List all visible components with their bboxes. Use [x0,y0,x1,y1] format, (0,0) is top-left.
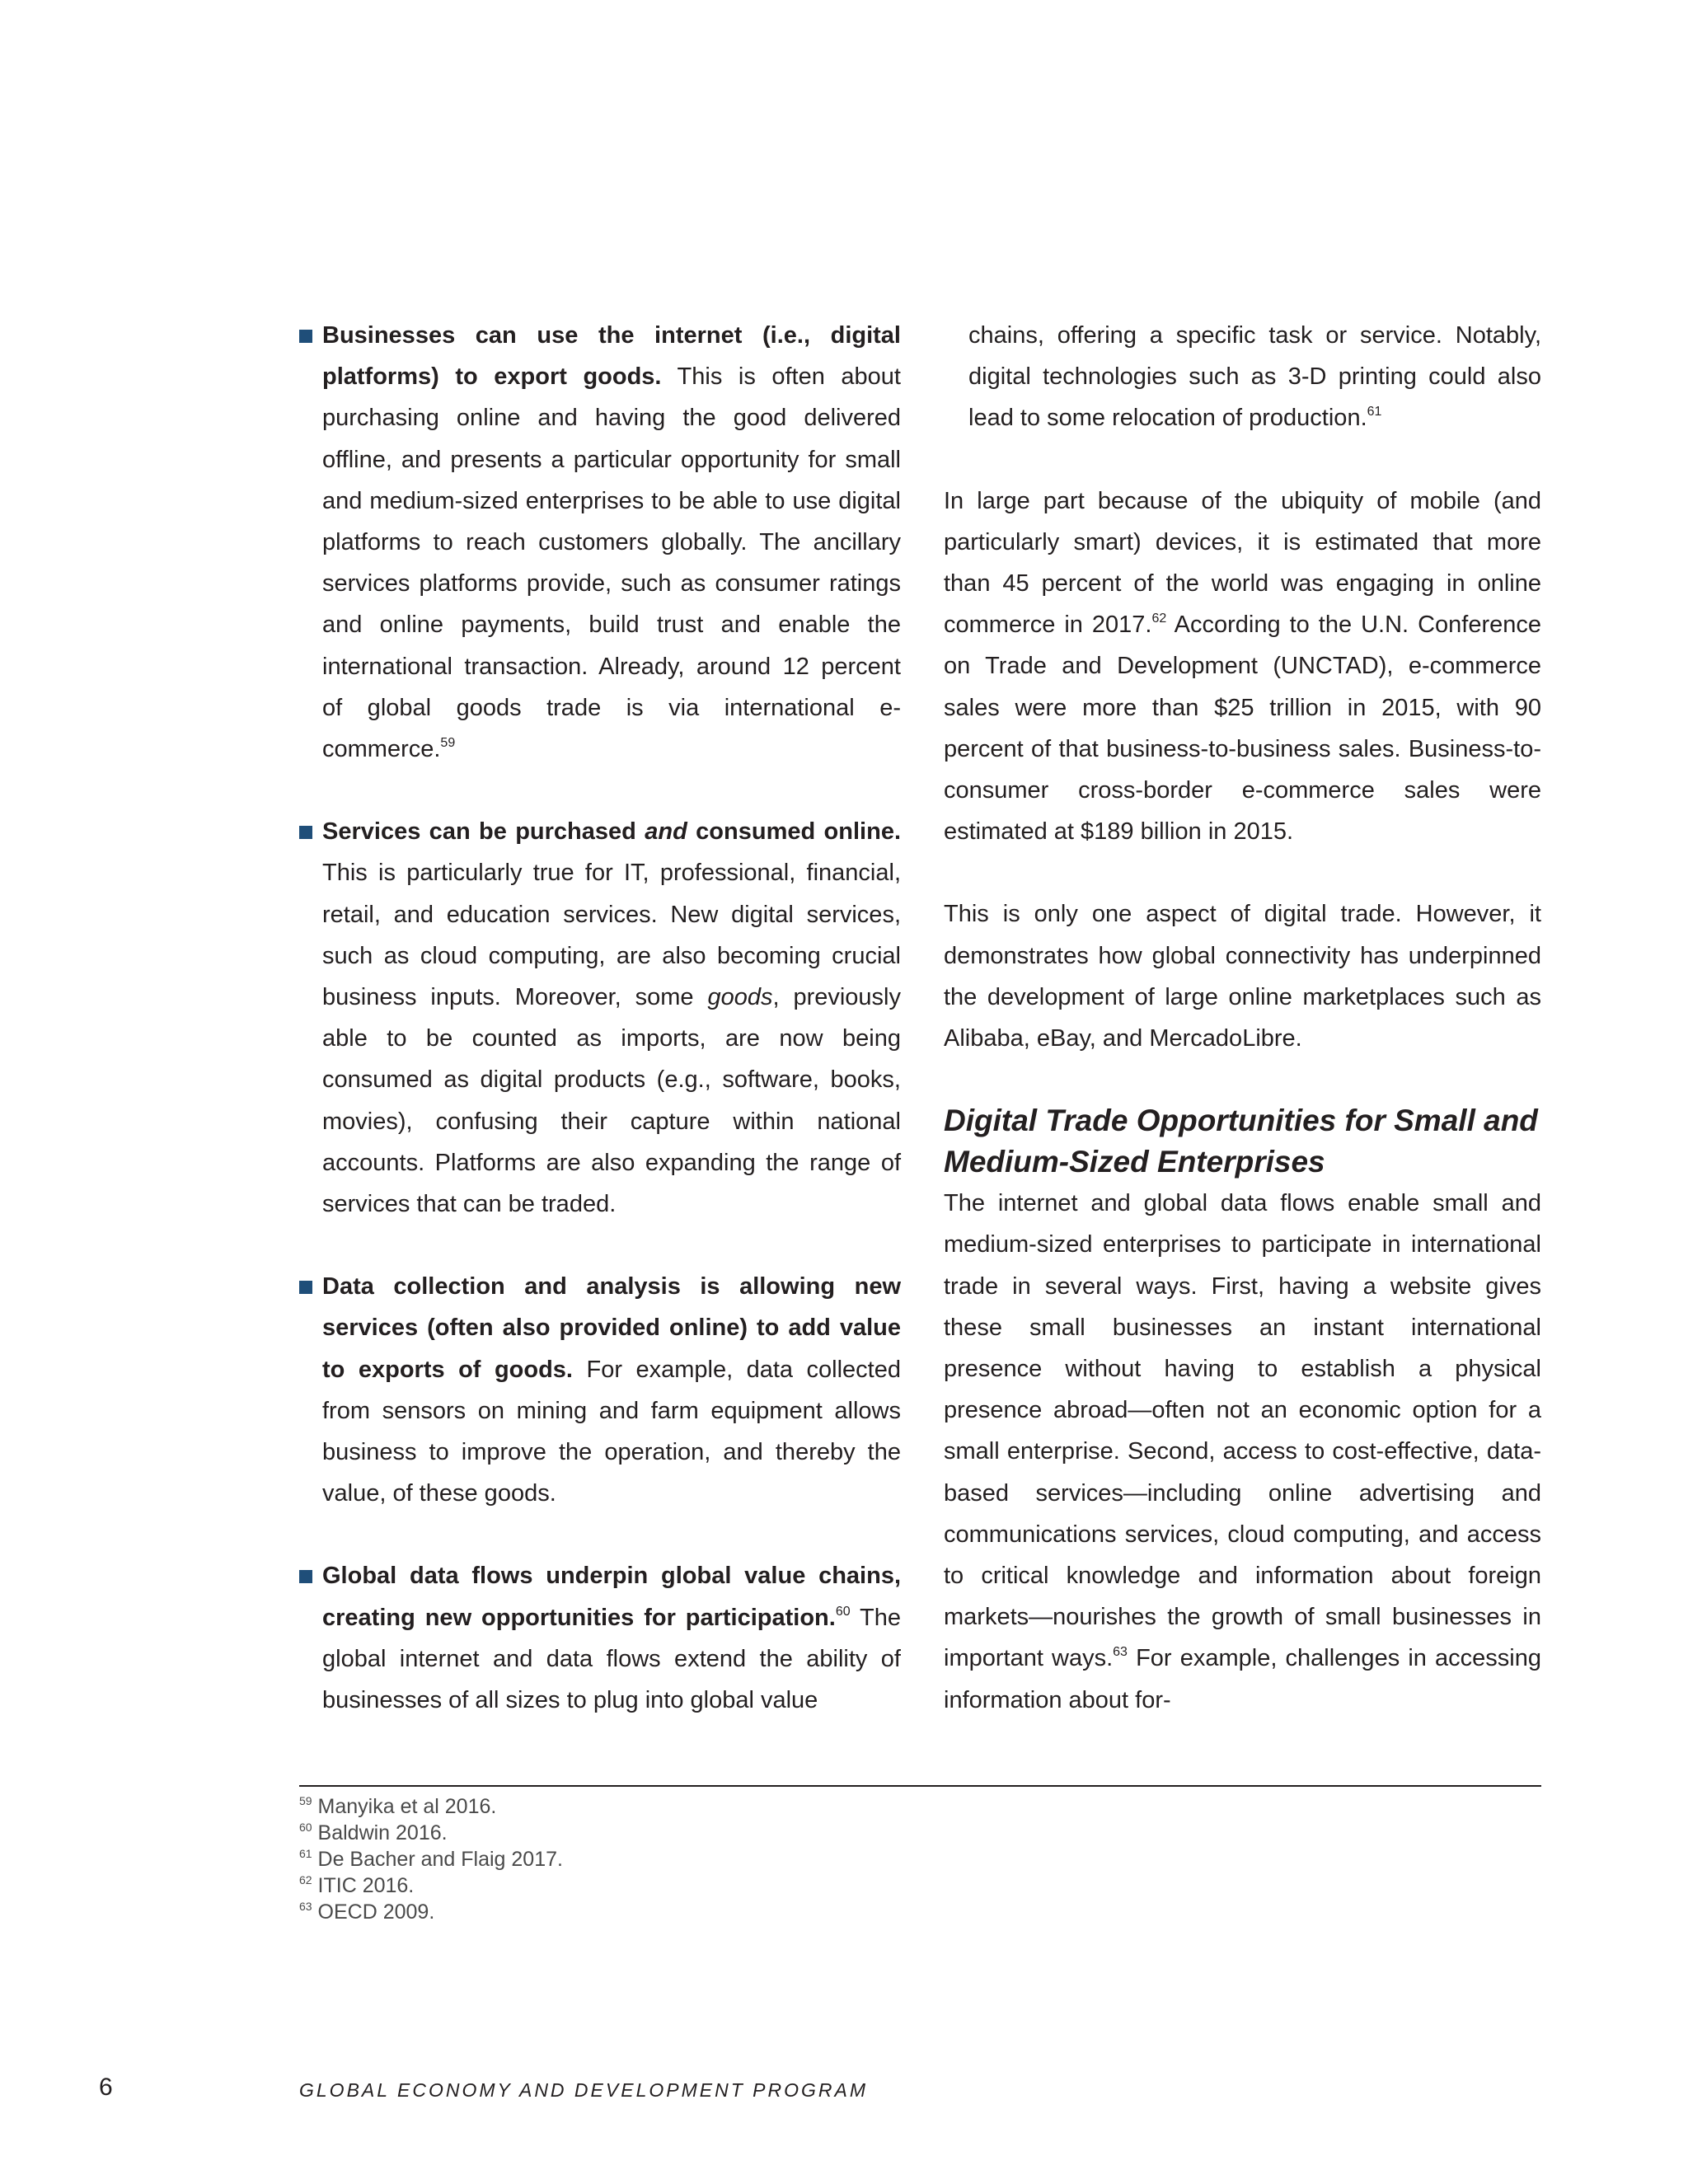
bullet-text: Global data flows underpin global value chains, creating new opportunities for participation.$^{60}$ The global internet and data flows extend the ability of businesses of all sizes to plug into global value [322,1563,901,1714]
bullet-item [299,1266,901,1514]
footnote-ref[interactable]: 61 [1367,405,1382,419]
page-number: 6 [99,2074,113,2101]
body-paragraph: In large part because of the ubiquity of mobile (and particularly smart) devices, it is estimated that more than 45 percent of the world was engaging in online commerce in 2017.62 According to the U.N. Conference on Trade and Development (UNCTAD), e-commerce sales were more than $25 trillion in 2015, with 90 percent of that business-to-business sales. Business-to-consumer cross-border e-commerce sales were estimated at $189 billion in 2015. [944,487,1541,846]
section-heading: Digital Trade Opportunities for Small and Medium-Sized Enterprises [944,1104,1538,1179]
footnote: $^{59}$ Manyika et al 2016. [299,1794,497,1818]
footnote-ref[interactable]: 62 [1151,612,1167,626]
footnote: $^{61}$ De Bacher and Flaig 2017. [299,1847,563,1871]
footnotes [299,1793,563,1925]
square-bullet-icon [299,1281,312,1294]
footnote: $^{63}$ OECD 2009. [299,1900,435,1924]
body-paragraph: This is only one aspect of digital trade. However, it demonstrates how global connectivity has underpinned the development of large online marketplaces such as Alibaba, eBay, and MercadoLibre. [944,901,1541,1052]
square-bullet-icon [299,330,312,343]
bullet-text: Services can be purchased and consumed online. This is particularly true for IT, professional, financial, retail, and education services. New digital services, such as cloud computing, are also becoming crucial business inputs. Moreover, some goods, previously able to be counted as imports, are now being consumed as digital products (e.g., software, books, movies), confusing their capture within national accounts. Platforms are also expanding the range of services that can be traded. [322,818,902,1218]
footnote-ref[interactable]: 59 [440,736,456,751]
bullet-item [299,811,901,1225]
body-paragraph: The internet and global data flows enable small and medium-sized enterprises to participate in international trade in several ways. First, having a website gives these small businesses an instant international presence without having to establish a physical presence abroad—often not an economic option for a small enterprise. Second, access to cost-effective, data-based services—including online advertising and communications services, cloud computing, and access to critical knowledge and information about foreign markets—nourishes the growth of small businesses in important ways.$^{63}$ For example, challenges in accessing information about for- [944,1190,1541,1713]
footnote-ref[interactable]: 60 [835,1604,851,1619]
left-column [299,315,901,1762]
footnote-ref[interactable]: 63 [1113,1645,1128,1660]
bullet-continuation: chains, offering a specific task or service. Notably, digital technologies such as 3-D printing could also lead to some relocation of production.$^{61}$ [968,322,1541,432]
square-bullet-icon [299,1570,312,1583]
footnote: $^{60}$ Baldwin 2016. [299,1821,448,1844]
bullet-item [299,1555,901,1721]
right-column [944,315,1541,1721]
bullet-item [299,315,901,770]
bullet-text: Data collection and analysis is allowing new services (often also provided online) to add value to exports of goods. For example, data collected from sensors on mining and farm equipment allows business to improve the operation, and thereby the value, of these goods. [322,1273,901,1507]
footnote-divider [299,1785,1541,1787]
footnote: $^{62}$ ITIC 2016. [299,1873,415,1897]
running-title: GLOBAL ECONOMY AND DEVELOPMENT PROGRAM [299,2079,868,2101]
bullet-text: Businesses can use the internet (i.e., digital platforms) to export goods. This is often about purchasing online and having the good delivered offline, and presents a particular opportunity for small and medium-sized enterprises to be able to use digital platforms to reach customers globally. The ancillary services platforms provide, such as consumer ratings and online payments, build trust and enable the international transaction. Already, around 12 percent of global goods trade is via international e-commerce.$^{59}$ [322,322,901,763]
square-bullet-icon [299,826,312,839]
